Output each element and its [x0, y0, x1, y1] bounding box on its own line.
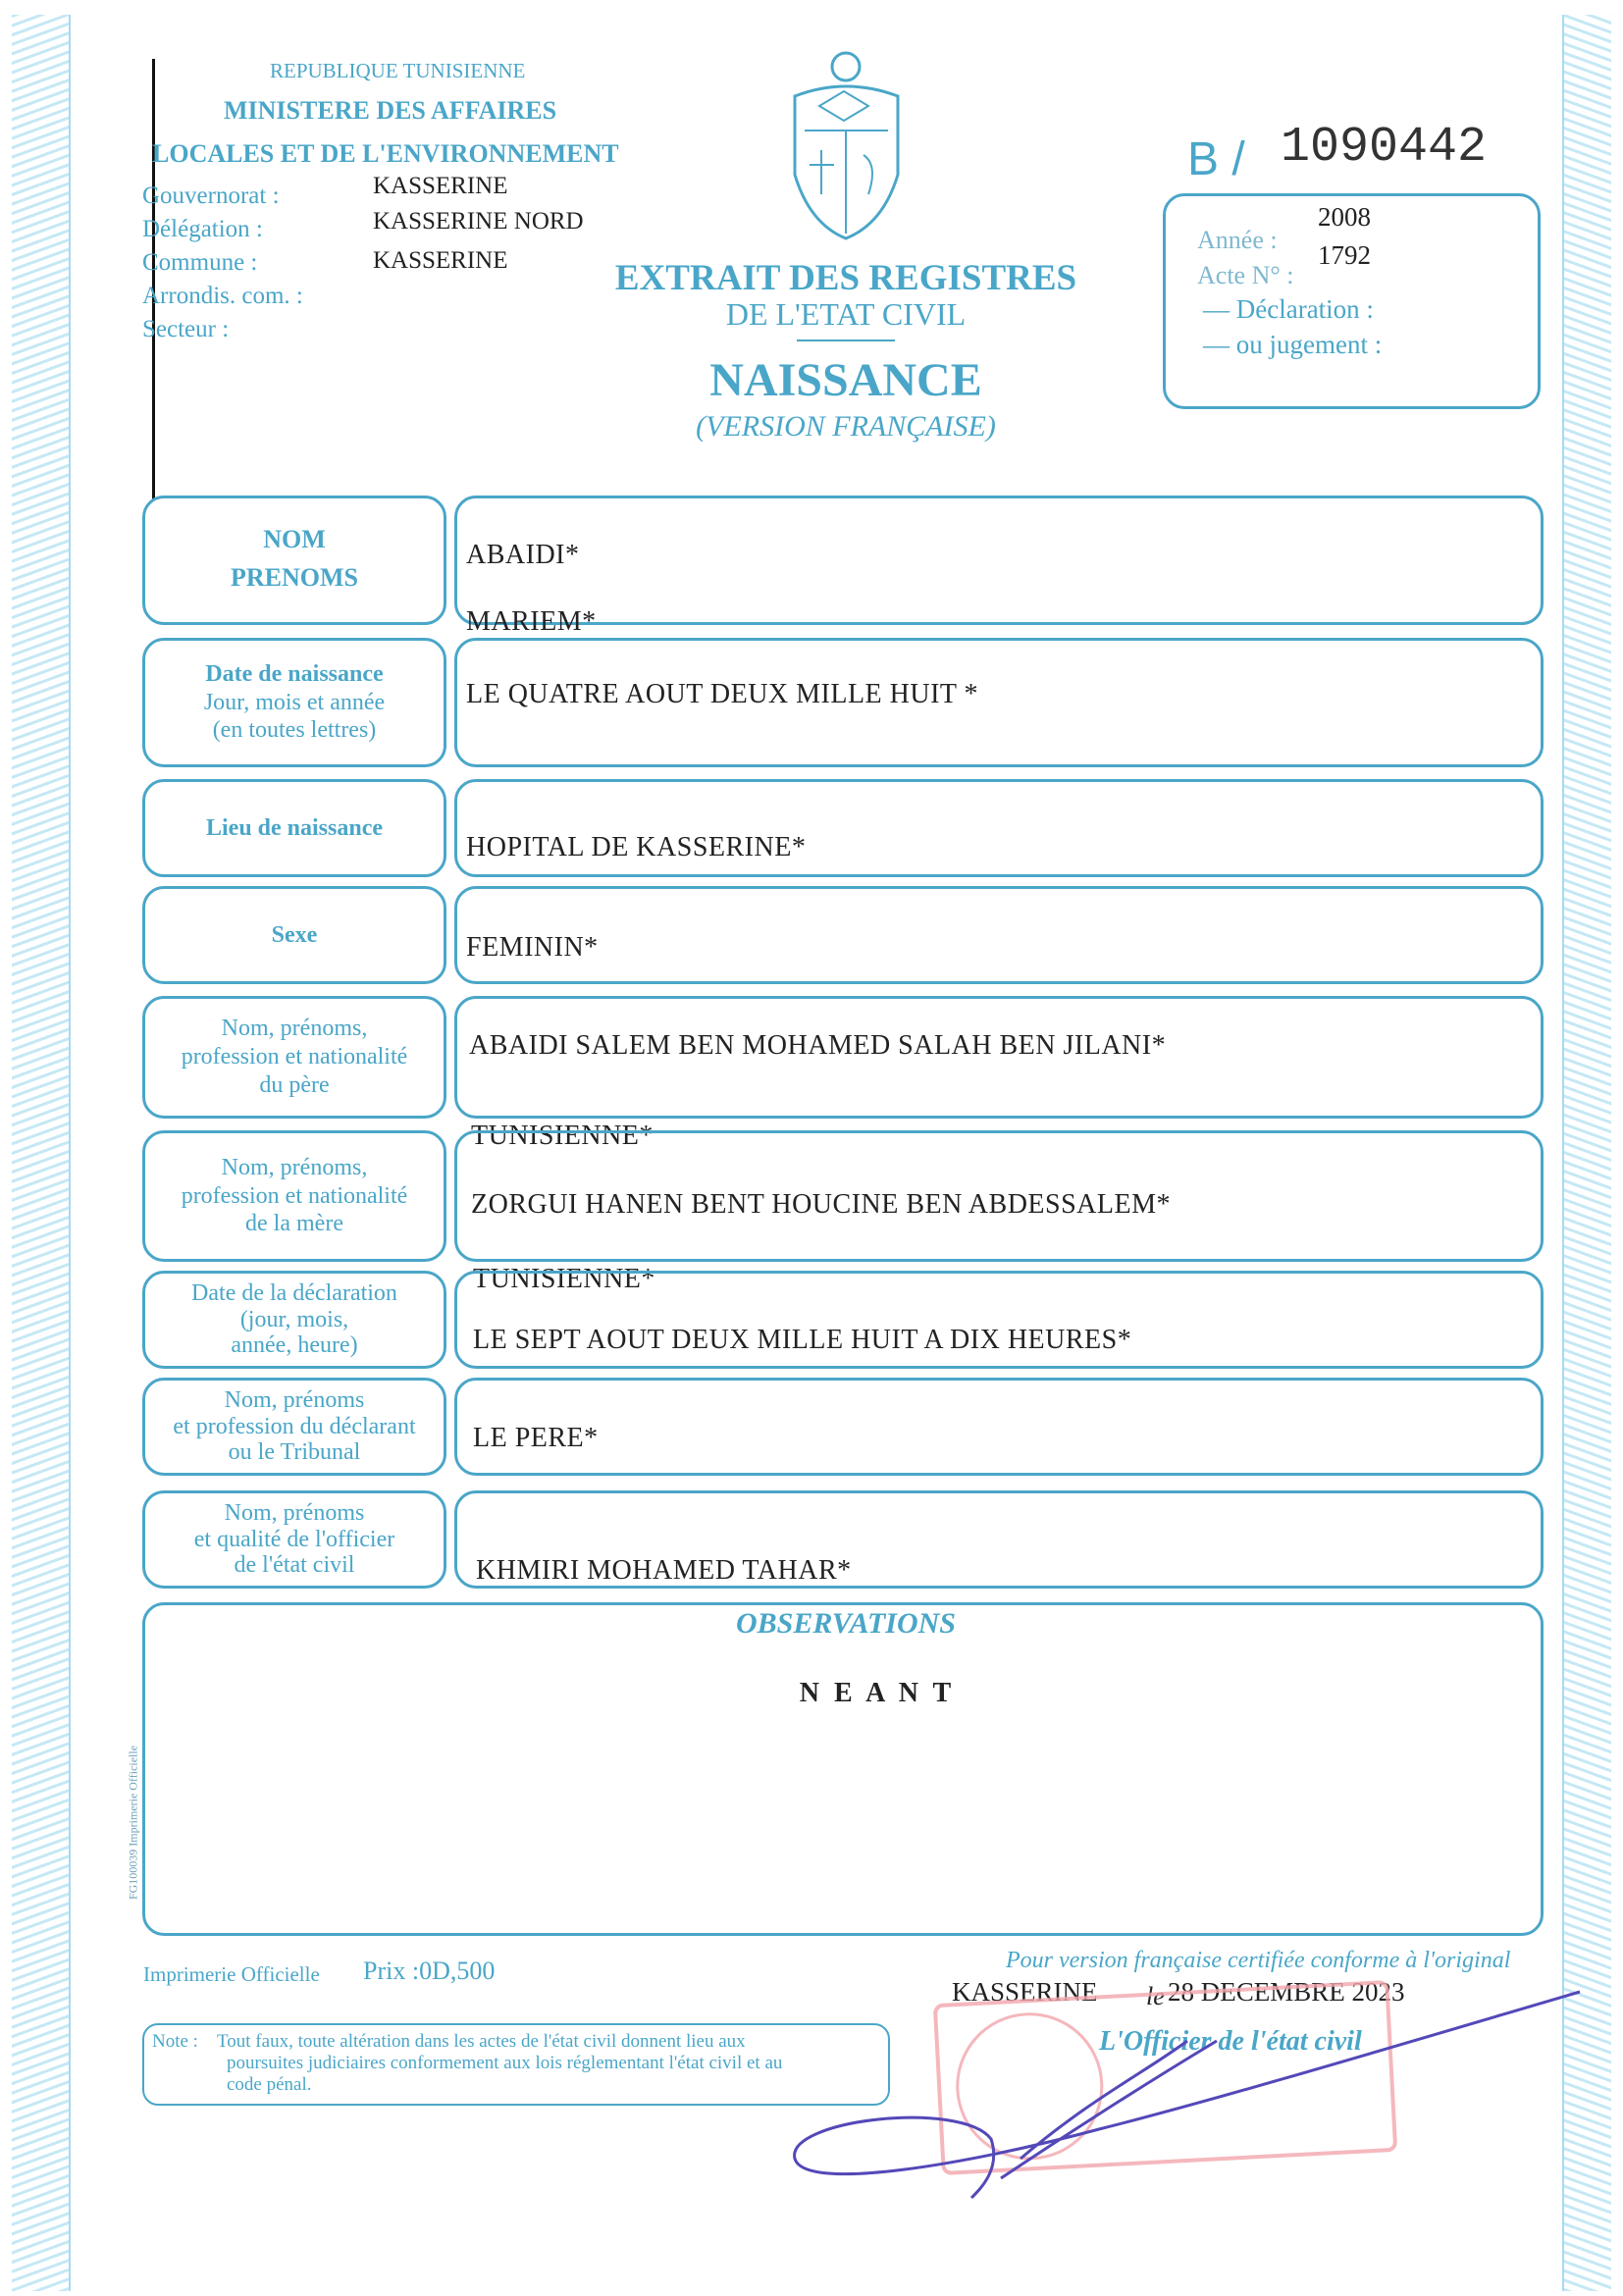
title-line2: DE L'ETAT CIVIL	[725, 296, 967, 332]
value-pere-nationalite: TUNISIENNE*	[471, 1121, 654, 1151]
label-officier	[142, 1490, 446, 1589]
label-line: Sexe	[271, 921, 318, 948]
value-nom: ABAIDI*	[466, 540, 580, 570]
date-value: 28 DECEMBRE 2023	[1168, 1977, 1405, 2007]
delegation-label: Délégation :	[142, 216, 263, 242]
label-line: Nom, prénoms,	[221, 1154, 368, 1180]
label-line: profession et nationalité	[181, 1182, 408, 1209]
value-mere-nationalite: TUNISIENNE*	[473, 1264, 655, 1294]
date-le: le	[1146, 1982, 1165, 2010]
ministry-line2: LOCALES ET DE L'ENVIRONNEMENT	[152, 139, 619, 168]
label-prenoms-text: PRENOMS	[231, 563, 358, 592]
note-label: Note :	[152, 2031, 198, 2052]
value-declarant: LE PERE*	[473, 1423, 599, 1453]
label-line: profession et nationalité	[181, 1044, 408, 1070]
note-text-1: Tout faux, toute altération dans les actes de l'état civil donnent lieu aux	[217, 2031, 746, 2052]
note-text-2: poursuites judiciaires conformement aux lois réglementant l'état civil et au	[227, 2053, 783, 2073]
label-line: Nom, prénoms	[224, 1387, 365, 1414]
label-date-declaration	[142, 1271, 446, 1369]
jugement-label: — ou jugement :	[1203, 330, 1383, 359]
arrondissement-label: Arrondis. com. :	[142, 283, 303, 309]
label-line: Lieu de naissance	[205, 814, 384, 841]
label-line: année, heure)	[231, 1332, 358, 1359]
commune-value: KASSERINE	[373, 247, 508, 274]
label-mere	[142, 1130, 446, 1262]
price-label: Prix :0D,500	[363, 1957, 496, 1985]
label-line: et profession du déclarant	[173, 1413, 416, 1439]
signature	[775, 1982, 1590, 2208]
label-line: (en toutes lettres)	[212, 717, 377, 744]
label-declarant	[142, 1378, 446, 1476]
observations-title: OBSERVATIONS	[736, 1607, 956, 1640]
gouvernorat-label: Gouvernorat :	[142, 183, 280, 209]
label-pere	[142, 996, 446, 1119]
note-box	[142, 2023, 890, 2106]
label-nom-text: NOM	[263, 525, 326, 553]
label-line: et qualité de l'officier	[193, 1526, 395, 1552]
label-line: de l'état civil	[234, 1552, 355, 1579]
delegation-value: KASSERINE NORD	[373, 208, 584, 235]
version-label: (VERSION FRANÇAISE)	[696, 410, 996, 443]
annee-label: Année :	[1197, 226, 1278, 254]
title-divider	[797, 339, 895, 341]
certified-text: Pour version française certifiée conforme à l'original	[1006, 1948, 1511, 1973]
value-officier: KHMIRI MOHAMED TAHAR*	[476, 1555, 852, 1586]
printer-label: Imprimerie Officielle	[143, 1962, 320, 1986]
note-text-3: code pénal.	[227, 2074, 312, 2095]
acte-box	[1163, 193, 1541, 409]
label-line: de la mère	[245, 1211, 343, 1237]
label-line: (jour, mois,	[239, 1306, 349, 1332]
label-line: Nom, prénoms	[224, 1500, 365, 1527]
label-line: Nom, prénoms,	[221, 1016, 368, 1042]
value-sexe: FEMININ*	[466, 932, 599, 963]
value-lieu: HOPITAL DE KASSERINE*	[466, 832, 807, 862]
value-date-naissance: LE QUATRE AOUT DEUX MILLE HUIT *	[466, 679, 979, 709]
value-prenoms: MARIEM*	[466, 606, 597, 637]
label-line: ou le Tribunal	[228, 1439, 361, 1466]
label-nom	[142, 520, 446, 597]
annee-value: 2008	[1318, 202, 1371, 232]
value-cell-sexe	[454, 886, 1544, 984]
gouvernorat-value: KASSERINE	[373, 173, 508, 199]
officer-title: L'Officier de l'état civil	[1099, 2026, 1362, 2057]
ministry-line1: MINISTERE DES AFFAIRES	[224, 96, 557, 125]
observations-value: N E A N T	[799, 1678, 956, 1708]
label-date-naissance	[142, 638, 446, 767]
value-mere-nom: ZORGUI HANEN BENT HOUCINE BEN ABDESSALEM*	[471, 1189, 1171, 1220]
tunisia-emblem-icon	[785, 47, 908, 243]
label-lieu	[142, 779, 446, 877]
document-type: NAISSANCE	[709, 354, 982, 406]
label-sexe	[142, 886, 446, 984]
secteur-label: Secteur :	[142, 316, 230, 342]
label-line: du père	[259, 1071, 330, 1098]
republic-label: REPUBLIQUE TUNISIENNE	[270, 59, 526, 82]
side-print-code: FG100039 Imprimerie Officielle	[126, 1745, 140, 1901]
title-line1: EXTRAIT DES REGISTRES	[614, 258, 1077, 298]
serial-number: 1090442	[1281, 120, 1488, 176]
value-date-declaration: LE SEPT AOUT DEUX MILLE HUIT A DIX HEURES*	[473, 1325, 1132, 1355]
acte-number-value: 1792	[1318, 240, 1371, 270]
label-line: Jour, mois et année	[203, 689, 386, 715]
value-cell-declarant	[454, 1378, 1544, 1476]
commune-label: Commune :	[142, 249, 258, 276]
observations-box	[142, 1602, 1544, 1936]
value-pere-nom: ABAIDI SALEM BEN MOHAMED SALAH BEN JILANI*	[469, 1030, 1167, 1061]
serial-prefix: B /	[1187, 133, 1245, 185]
label-line: Date de la déclaration	[191, 1280, 397, 1307]
acte-number-label: Acte N° :	[1197, 261, 1294, 289]
label-line: Date de naissance	[205, 660, 384, 687]
value-cell-nom	[454, 496, 1544, 625]
place-value: KASSERINE	[952, 1977, 1098, 2007]
declaration-label: — Déclaration :	[1203, 294, 1374, 324]
